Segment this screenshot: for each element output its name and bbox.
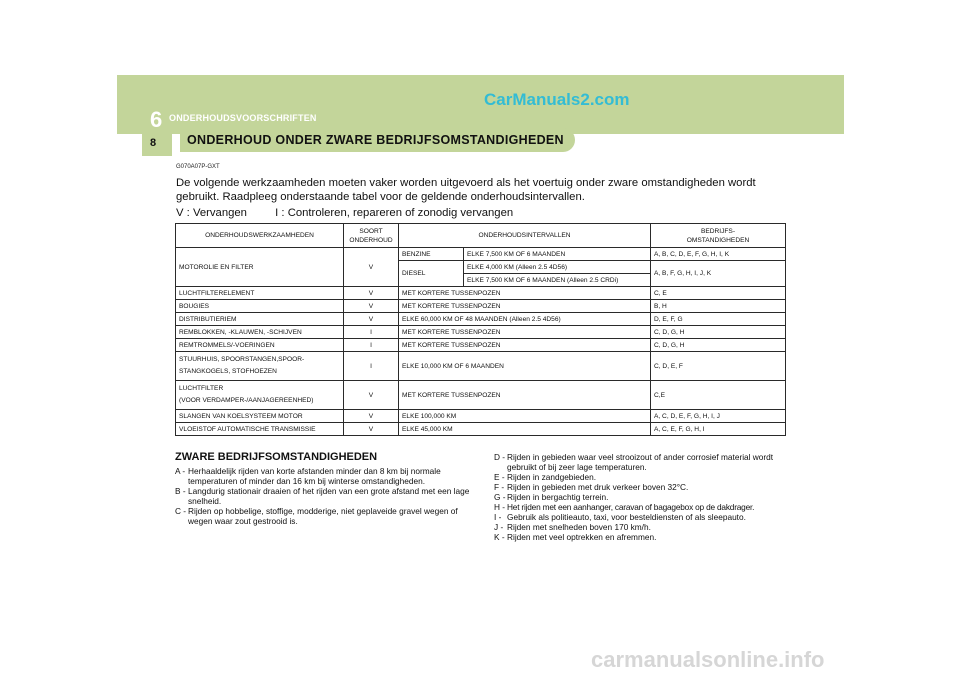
item-text: Rijden met snelheden boven 170 km/h. [507, 522, 651, 532]
benzine-conditions: A, B, C, D, E, F, G, H, I, K [651, 248, 786, 261]
row-type: V [344, 423, 399, 436]
airfilter-line-1: LUCHTFILTER [179, 385, 224, 392]
row-work: LUCHTFILTERELEMENT [176, 287, 344, 300]
conditions-title: ZWARE BEDRIJFSOMSTANDIGHEDEN [175, 451, 378, 463]
legend-inspect: I : Controleren, repareren of zonodig vervangen [275, 207, 514, 219]
benzine-label: BENZINE [399, 248, 464, 261]
item-key: H - [494, 502, 506, 512]
item-text: Rijden in zandgebieden. [507, 472, 597, 482]
steering-line-2: STANGKOGELS, STOFHOEZEN [179, 368, 277, 375]
list-item [175, 506, 473, 526]
item-key: F - [494, 482, 505, 492]
airfilter-work [176, 381, 344, 410]
item-key: J - [494, 522, 504, 532]
item-text: Herhaaldelijk rijden van korte afstanden minder dan 8 km bij normale temperaturen of minder dan 16 km bij winterse omstandigheden. [188, 466, 441, 486]
row-interval: MET KORTERE TUSSENPOZEN [399, 326, 651, 339]
row-conditions: C, D, G, H [651, 339, 786, 352]
diesel-conditions: A, B, F, G, H, I, J, K [651, 261, 786, 287]
diesel-interval-1: ELKE 4,000 KM (Alleen 2.5 4D56) [464, 261, 651, 274]
row-conditions: C, E [651, 287, 786, 300]
airfilter-conditions: C,E [651, 381, 786, 410]
row-interval: ELKE 45,000 KM [399, 423, 651, 436]
header-band [117, 75, 844, 134]
row-type: I [344, 339, 399, 352]
list-item [494, 512, 786, 522]
table-row [176, 339, 786, 352]
header-conditions: BEDRIJFS- OMSTANDIGHEDEN [651, 224, 786, 248]
header-work: ONDERHOUDSWERKZAAMHEDEN [176, 224, 344, 248]
item-key: I - [494, 512, 502, 522]
row-interval: ELKE 60,000 KM OF 48 MAANDEN (Alleen 2.5 4D56) [399, 313, 651, 326]
steering-line-1: STUURHUIS, SPOORSTANGEN,SPOOR- [179, 356, 305, 363]
item-key: E - [494, 472, 505, 482]
intro-text: De volgende werkzaamheden moeten vaker worden uitgevoerd als het voertuig onder zware omstandigheden wordt gebruikt. Raadpleeg onderstaande tabel voor de geldende onderhoudsintervallen. [176, 177, 756, 203]
list-item [175, 466, 473, 486]
list-item [494, 522, 786, 532]
conditions-left-list [175, 466, 473, 526]
row-conditions: C, D, G, H [651, 326, 786, 339]
item-text: Het rijden met een aanhanger, caravan of bagagebox op de dakdrager. [507, 502, 755, 512]
row-work: REMBLOKKEN, -KLAUWEN, -SCHIJVEN [176, 326, 344, 339]
steering-type: I [344, 352, 399, 381]
airfilter-line-2: (VOOR VERDAMPER-/AANJAGEREENHED) [179, 397, 314, 404]
item-key: D - [494, 452, 506, 462]
page-number-box [142, 132, 172, 156]
oil-type: V [344, 248, 399, 287]
steering-work [176, 352, 344, 381]
airfilter-type: V [344, 381, 399, 410]
diesel-label: DIESEL [399, 261, 464, 287]
row-conditions: B, H [651, 300, 786, 313]
item-text: Langdurig stationair draaien of het rijden van een grote afstand met een lage snelheid. [188, 486, 470, 506]
header-interval: ONDERHOUDSINTERVALLEN [399, 224, 651, 248]
row-work: VLOEISTOF AUTOMATISCHE TRANSMISSIE [176, 423, 344, 436]
table-row [176, 300, 786, 313]
watermark-top[interactable]: CarManuals2.com [484, 90, 630, 109]
row-interval: MET KORTERE TUSSENPOZEN [399, 339, 651, 352]
row-interval: ELKE 100,000 KM [399, 410, 651, 423]
list-item [494, 502, 786, 512]
list-item [494, 452, 786, 472]
table-row [176, 287, 786, 300]
list-item [494, 482, 786, 492]
table-header-row [176, 224, 786, 248]
item-key: K - [494, 532, 505, 542]
row-type: V [344, 300, 399, 313]
item-key: A - [175, 466, 186, 476]
steering-interval: ELKE 10,000 KM OF 6 MAANDEN [399, 352, 651, 381]
steering-conditions: C, D, E, F [651, 352, 786, 381]
oil-label: MOTOROLIE EN FILTER [176, 248, 344, 287]
item-key: C - [175, 506, 187, 516]
item-text: Rijden met veel optrekken en afremmen. [507, 532, 657, 542]
page-number: 8 [150, 137, 157, 149]
row-type: V [344, 410, 399, 423]
row-conditions: D, E, F, G [651, 313, 786, 326]
item-text: Rijden in gebieden waar veel strooizout of ander corrosief material wordt gebruikt of bij zeer lage temperaturen. [507, 452, 774, 472]
table-row [176, 326, 786, 339]
row-interval: MET KORTERE TUSSENPOZEN [399, 287, 651, 300]
table-row [176, 410, 786, 423]
item-key: G - [494, 492, 506, 502]
row-interval: MET KORTERE TUSSENPOZEN [399, 300, 651, 313]
row-type: V [344, 313, 399, 326]
chapter-number: 6 [150, 107, 163, 132]
table-row [176, 381, 786, 410]
item-text: Rijden in bergachtig terrein. [507, 492, 609, 502]
list-item [175, 486, 473, 506]
list-item [494, 492, 786, 502]
airfilter-interval: MET KORTERE TUSSENPOZEN [399, 381, 651, 410]
table-row [176, 423, 786, 436]
row-conditions: A, C, E, F, G, H, I [651, 423, 786, 436]
table-row [176, 313, 786, 326]
row-conditions: A, C, D, E, F, G, H, I, J [651, 410, 786, 423]
section-title: ONDERHOUD ONDER ZWARE BEDRIJFSOMSTANDIGHEDEN [187, 133, 564, 147]
header-type: SOORT ONDERHOUD [344, 224, 399, 248]
row-type: I [344, 326, 399, 339]
row-type: V [344, 287, 399, 300]
table-row [176, 352, 786, 381]
item-text: Gebruik als politieauto, taxi, voor besteldiensten of als sleepauto. [507, 512, 746, 522]
table-row [176, 248, 786, 261]
item-text: Rijden op hobbelige, stoffige, modderige, niet geplaveide gravel wegen of wegen waar zout gestrooid is. [188, 506, 458, 526]
list-item [494, 532, 786, 542]
legend [176, 207, 513, 219]
watermark-bottom[interactable]: carmanualsonline.info [591, 647, 825, 672]
item-key: B - [175, 486, 186, 496]
row-work: SLANGEN VAN KOELSYSTEEM MOTOR [176, 410, 344, 423]
maintenance-table [175, 223, 786, 436]
item-text: Rijden in gebieden met druk verkeer boven 32°C. [507, 482, 689, 492]
row-work: REMTROMMELS/-VOERINGEN [176, 339, 344, 352]
conditions-right-list [494, 452, 786, 542]
chapter-title: ONDERHOUDSVOORSCHRIFTEN [169, 113, 317, 123]
document-code: G070A07P-GXT [176, 164, 220, 170]
row-work: DISTRIBUTIERIEM [176, 313, 344, 326]
benzine-interval: ELKE 7,500 KM OF 6 MAANDEN [464, 248, 651, 261]
diesel-interval-2: ELKE 7,500 KM OF 6 MAANDEN (Alleen 2.5 CRDi) [464, 274, 651, 287]
legend-replace: V : Vervangen [176, 207, 247, 219]
list-item [494, 472, 786, 482]
row-work: BOUGIES [176, 300, 344, 313]
